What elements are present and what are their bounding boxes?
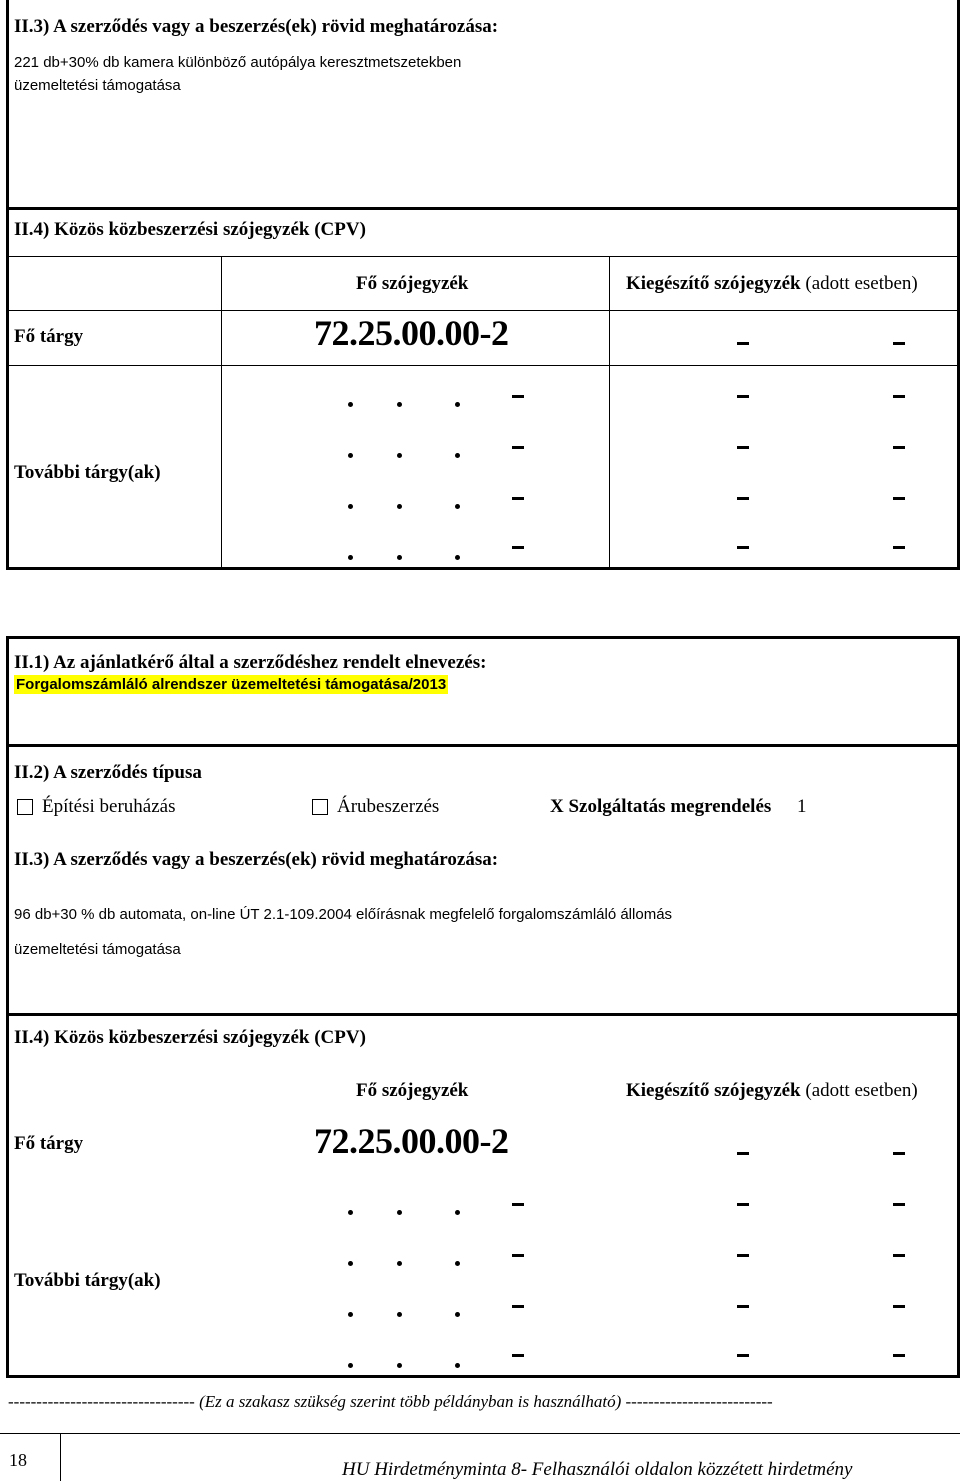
code-placeholder-dot [455, 1363, 460, 1368]
supp-code-placeholder [737, 1203, 749, 1206]
description-line: üzemeltetési támogatása [14, 77, 181, 94]
supp-code-placeholder [893, 342, 905, 345]
footer-divider [60, 1433, 61, 1481]
code-placeholder-dot [397, 1312, 402, 1317]
code-placeholder-dot [455, 555, 460, 560]
description-line: 96 db+30 % db automata, on-line ÚT 2.1-109.2004 előírásnak megfelelő forgalomszámláló állomás [14, 906, 673, 923]
code-placeholder-dot [348, 402, 353, 407]
column-header-supp [626, 1080, 918, 1102]
code-placeholder-dash [512, 1305, 524, 1308]
supp-code-placeholder [737, 395, 749, 398]
option-construction-label: Építési beruházás [42, 796, 176, 817]
code-placeholder-dash [512, 1254, 524, 1257]
code-placeholder-dot [348, 504, 353, 509]
contract-title [14, 676, 448, 693]
document-title [342, 1459, 852, 1481]
supp-code-placeholder [893, 497, 905, 500]
code-placeholder-dot [455, 1261, 460, 1266]
main-cpv-code: 72.25.00.00-2 [314, 313, 509, 353]
code-placeholder-dash [512, 446, 524, 449]
table-border [6, 365, 960, 366]
supp-code-placeholder [893, 1254, 905, 1257]
supp-code-placeholder [737, 342, 749, 345]
document-title-text: HU Hirdetményminta 8- Felhasználói oldalon közzétett hirdetmény [342, 1459, 853, 1480]
section-heading: II.3) A szerződés vagy a beszerzés(ek) rövid meghatározása: [14, 16, 499, 37]
column-header-supp [626, 273, 918, 295]
footnote-number: 1 [797, 796, 807, 817]
description-line: üzemeltetési támogatása [14, 941, 181, 958]
code-placeholder-dot [397, 1363, 402, 1368]
code-placeholder-dot [348, 453, 353, 458]
page-number: 18 [9, 1450, 27, 1470]
table-border [6, 256, 960, 257]
supp-code-placeholder [737, 1354, 749, 1357]
code-placeholder-dot [348, 1210, 353, 1215]
note-dashes-right: -------------------------- [625, 1392, 773, 1411]
row-label-more: További tárgy(ak) [14, 1270, 161, 1291]
contract-title-text: Forgalomszámláló alrendszer üzemeltetési támogatása/2013 [16, 676, 447, 693]
column-header-supp-bold: Kiegészítő szójegyzék [626, 1080, 801, 1101]
supp-code-placeholder [893, 1203, 905, 1206]
supp-code-placeholder [737, 546, 749, 549]
cpv-box-bottom [6, 1013, 960, 1378]
code-placeholder-dot [348, 1261, 353, 1266]
row-label-main: Fő tárgy [14, 326, 84, 347]
code-placeholder-dot [397, 555, 402, 560]
column-header-main: Fő szójegyzék [356, 273, 469, 294]
code-placeholder-dot [455, 1312, 460, 1317]
column-header-supp-note: (adott esetben) [805, 273, 918, 294]
supp-code-placeholder [893, 1305, 905, 1308]
option-supplies-label: Árubeszerzés [337, 796, 440, 817]
code-placeholder-dot [397, 453, 402, 458]
code-placeholder-dot [397, 1261, 402, 1266]
section-heading: II.3) A szerződés vagy a beszerzés(ek) rövid meghatározása: [14, 849, 499, 870]
code-placeholder-dash [512, 1354, 524, 1357]
supp-code-placeholder [737, 1152, 749, 1155]
footer-separator [0, 1433, 960, 1434]
description-line: 221 db+30% db kamera különböző autópálya keresztmetszetekben [14, 54, 462, 71]
note-text: (Ez a szakasz szükség szerint több példányban is használható) [199, 1392, 622, 1411]
code-placeholder-dot [348, 1312, 353, 1317]
section-heading: II.1) Az ajánlatkérő által a szerződéshez rendelt elnevezés: [14, 652, 487, 673]
supp-code-placeholder [737, 446, 749, 449]
table-border [221, 256, 222, 568]
cpv-heading: II.4) Közös közbeszerzési szójegyzék (CPV) [14, 1027, 366, 1048]
code-placeholder-dot [348, 555, 353, 560]
row-label-more: További tárgy(ak) [14, 462, 161, 483]
cpv-box-top [6, 207, 960, 570]
code-placeholder-dot [397, 1210, 402, 1215]
section-heading: II.2) A szerződés típusa [14, 762, 202, 783]
supp-code-placeholder [737, 497, 749, 500]
table-border [6, 310, 960, 311]
code-placeholder-dot [455, 1210, 460, 1215]
column-header-supp-note: (adott esetben) [805, 1080, 918, 1101]
code-placeholder-dash [512, 395, 524, 398]
supp-code-placeholder [893, 446, 905, 449]
code-placeholder-dash [512, 1203, 524, 1206]
code-placeholder-dot [455, 504, 460, 509]
code-placeholder-dot [397, 402, 402, 407]
code-placeholder-dot [455, 453, 460, 458]
note-dashes-left: --------------------------------- [8, 1392, 195, 1411]
cpv-heading: II.4) Közös közbeszerzési szójegyzék (CPV) [14, 219, 366, 240]
supp-code-placeholder [893, 395, 905, 398]
table-border [609, 256, 610, 568]
supp-code-placeholder [737, 1305, 749, 1308]
code-placeholder-dot [455, 402, 460, 407]
supp-code-placeholder [893, 1152, 905, 1155]
supp-code-placeholder [737, 1254, 749, 1257]
checkbox-supplies[interactable] [312, 799, 328, 815]
row-label-main: Fő tárgy [14, 1133, 84, 1154]
code-placeholder-dot [397, 504, 402, 509]
option-services-label: X Szolgáltatás megrendelés [550, 796, 772, 817]
section-ii2-box [6, 744, 960, 1016]
code-placeholder-dot [348, 1363, 353, 1368]
column-header-main: Fő szójegyzék [356, 1080, 469, 1101]
code-placeholder-dash [512, 497, 524, 500]
column-header-supp-bold: Kiegészítő szójegyzék [626, 273, 801, 294]
supp-code-placeholder [893, 1354, 905, 1357]
main-cpv-code: 72.25.00.00-2 [314, 1121, 509, 1161]
repeat-section-note [8, 1392, 773, 1412]
supp-code-placeholder [893, 546, 905, 549]
code-placeholder-dash [512, 546, 524, 549]
checkbox-construction[interactable] [17, 799, 33, 815]
